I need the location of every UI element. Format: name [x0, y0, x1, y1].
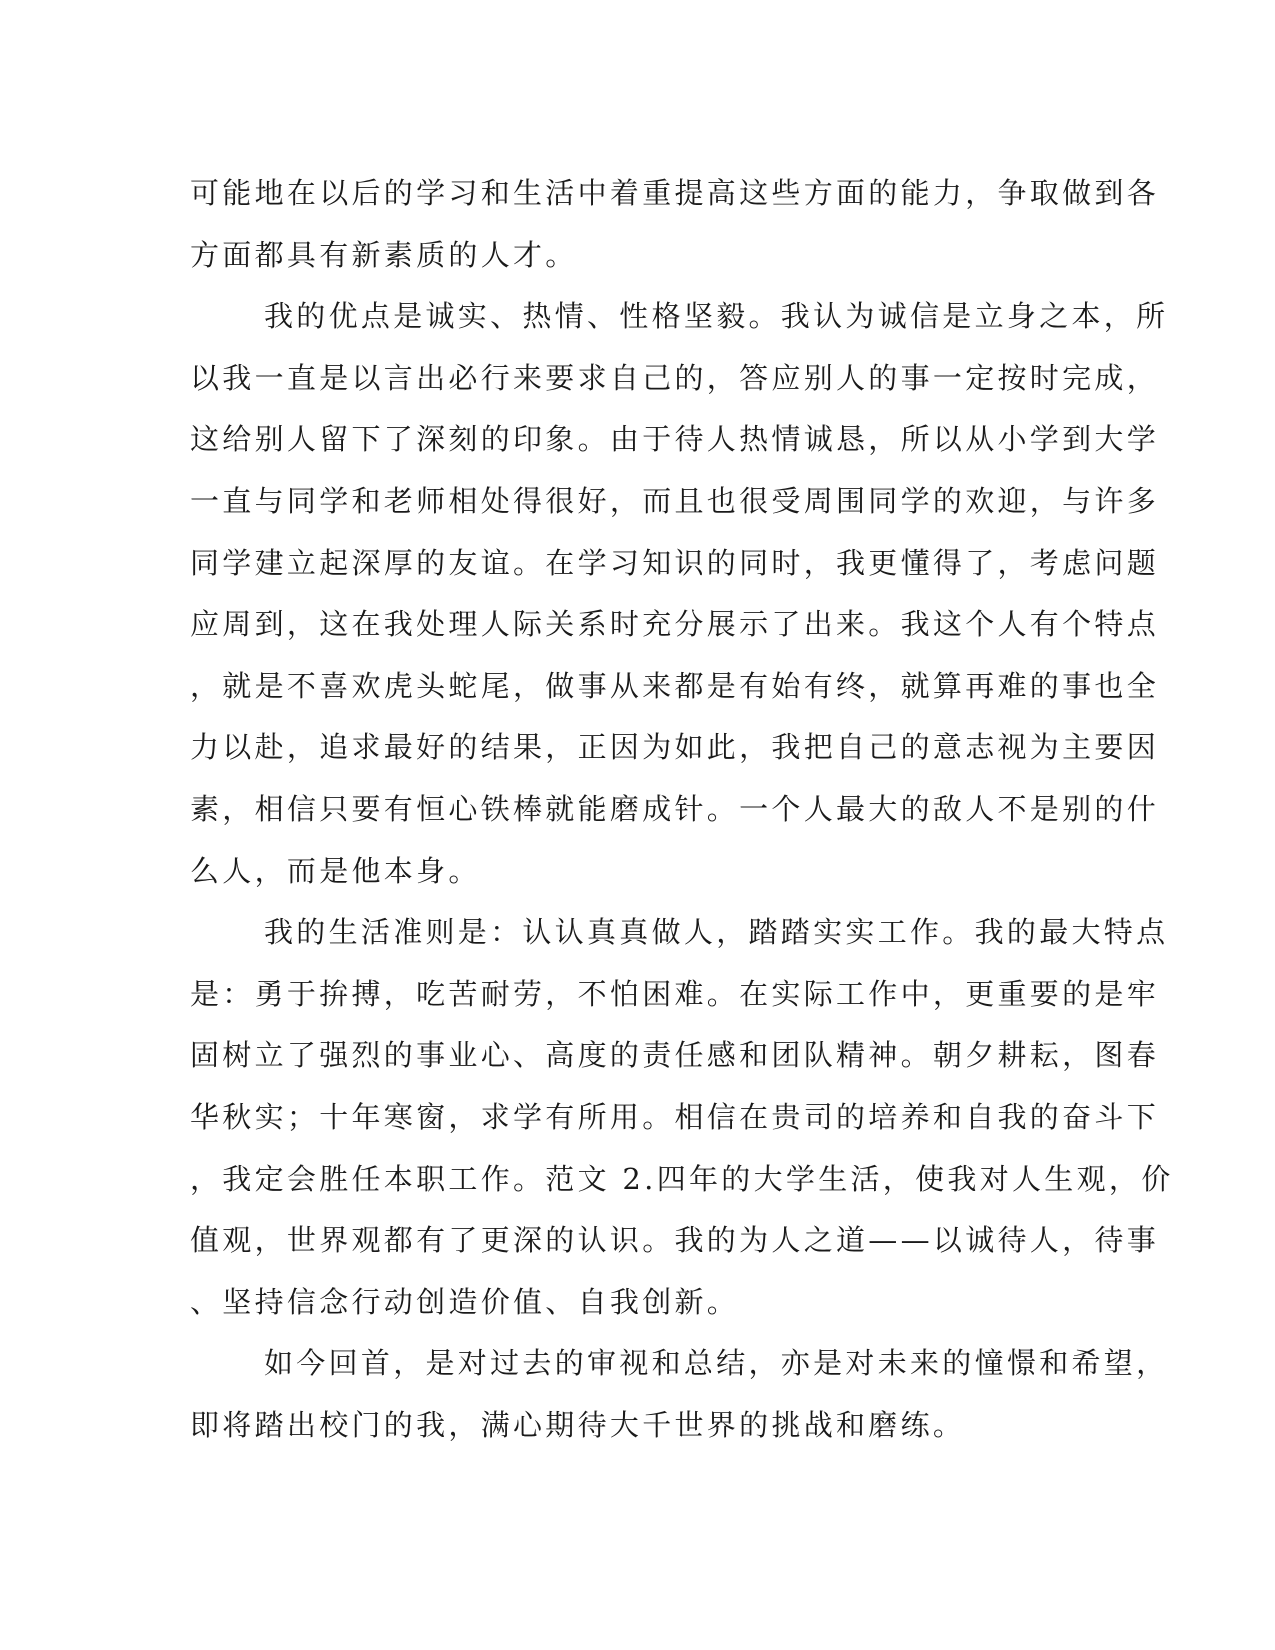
- text-line: 如今回首，是对过去的审视和总结，亦是对未来的憧憬和希望，: [264, 1346, 1169, 1381]
- text-line: ，我定会胜任本职工作。范文 2.四年的大学生活，使我对人生观，价: [190, 1161, 1174, 1196]
- text-line: 同学建立起深厚的友谊。在学习知识的同时，我更懂得了，考虑问题: [190, 545, 1160, 580]
- text-line: 一直与同学和老师相处得很好，而且也很受周围同学的欢迎，与许多: [190, 483, 1160, 518]
- text-line: 以我一直是以言出必行来要求自己的，答应别人的事一定按时完成，: [190, 360, 1160, 395]
- text-line: 可能地在以后的学习和生活中着重提高这些方面的能力，争取做到各: [190, 176, 1160, 210]
- text-line: 么人，而是他本身。: [190, 853, 481, 888]
- text-line: 素，相信只要有恒心铁棒就能磨成针。一个人最大的敌人不是别的什: [190, 791, 1160, 826]
- text-line: ，就是不喜欢虎头蛇尾，做事从来都是有始有终，就算再难的事也全: [190, 668, 1160, 703]
- text-line: 华秋实；十年寒窗，求学有所用。相信在贵司的培养和自我的奋斗下: [190, 1099, 1160, 1134]
- text-line: 我的优点是诚实、热情、性格坚毅。我认为诚信是立身之本，所: [264, 299, 1169, 334]
- text-line: 、坚持信念行动创造价值、自我创新。: [190, 1284, 740, 1319]
- text-line: 是：勇于拚搏，吃苦耐劳，不怕困难。在实际工作中，更重要的是牢: [190, 976, 1160, 1011]
- text-line: 力以赴，追求最好的结果，正因为如此，我把自己的意志视为主要因: [190, 730, 1160, 765]
- text-line: 值观，世界观都有了更深的认识。我的为人之道——以诚待人，待事: [190, 1223, 1160, 1258]
- text-line: 固树立了强烈的事业心、高度的责任感和团队精神。朝夕耕耘，图春: [190, 1038, 1160, 1073]
- document-body: [190, 163, 1174, 1456]
- text-line: 我的生活准则是：认认真真做人，踏踏实实工作。我的最大特点: [264, 915, 1169, 950]
- text-line: 这给别人留下了深刻的印象。由于待人热情诚恳，所以从小学到大学: [190, 422, 1160, 457]
- text-line: 即将踏出校门的我，满心期待大千世界的挑战和磨练。: [190, 1407, 966, 1442]
- text-line: 方面都具有新素质的人才。: [190, 237, 578, 272]
- text-line: 应周到，这在我处理人际关系时充分展示了出来。我这个人有个特点: [190, 607, 1160, 642]
